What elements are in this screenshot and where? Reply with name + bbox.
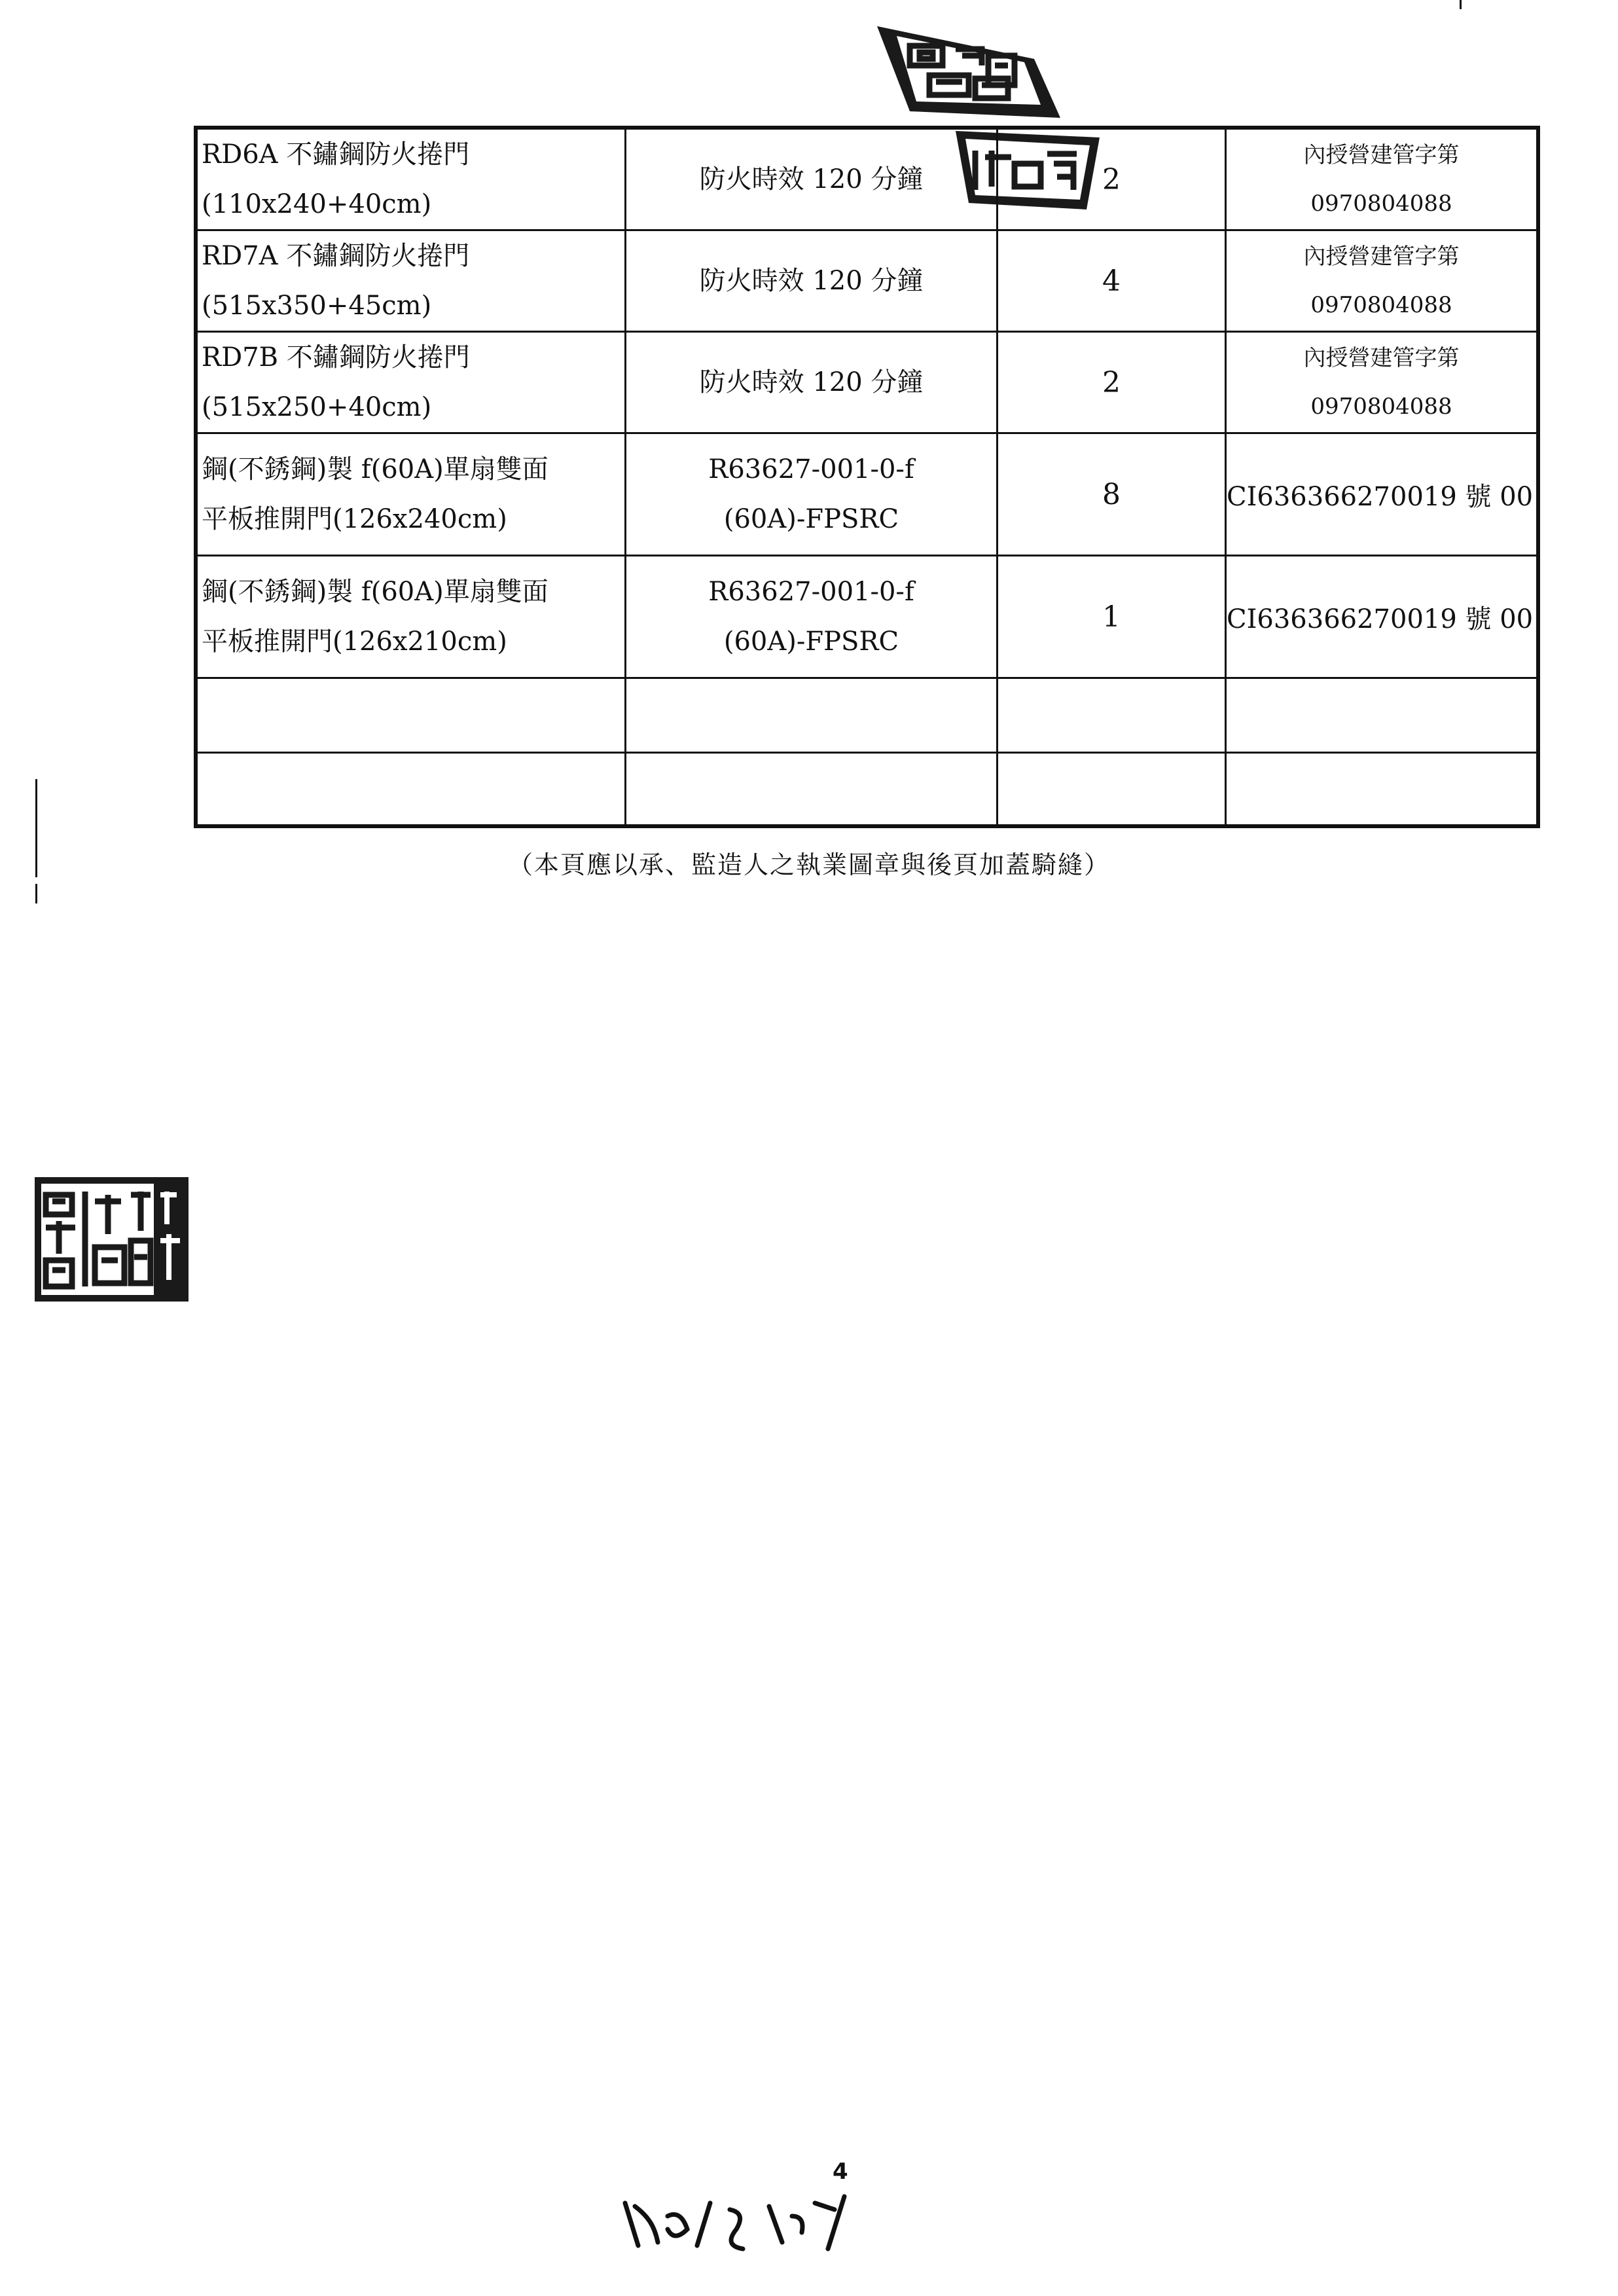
page-number: 4 [833, 2159, 848, 2185]
table-row [196, 332, 1538, 433]
scan-edge-mark [35, 779, 37, 877]
empty-cell [626, 678, 998, 753]
cell-test-result: 防火時效 120 分鐘 [626, 230, 998, 332]
cell-certificate: 內授營建管字第 0970804088 [1226, 128, 1539, 230]
cell-quantity: 8 [998, 433, 1226, 556]
table-row [196, 230, 1538, 332]
scan-edge-mark [1460, 0, 1462, 9]
empty-cell [998, 753, 1226, 826]
cell-certificate: CI636366270019 號 00 [1226, 433, 1539, 556]
cell-item-name: 鋼(不銹鋼)製 f(60A)單扇雙面 平板推開門(126x210cm) [196, 556, 626, 678]
signature-icon [619, 2190, 854, 2255]
cell-test-result: R63627-001-0-f (60A)-FPSRC [626, 556, 998, 678]
table-row [196, 556, 1538, 678]
cell-item-name: 鋼(不銹鋼)製 f(60A)單扇雙面 平板推開門(126x240cm) [196, 433, 626, 556]
empty-cell [1226, 678, 1539, 753]
empty-cell [196, 678, 626, 753]
empty-cell [1226, 753, 1539, 826]
cell-item-name: RD6A 不鏽鋼防火捲門 (110x240+40cm) [196, 128, 626, 230]
cell-certificate: 內授營建管字第 0970804088 [1226, 230, 1539, 332]
cell-certificate: CI636366270019 號 00 [1226, 556, 1539, 678]
empty-cell [196, 753, 626, 826]
cell-quantity: 2 [998, 332, 1226, 433]
stamp-seal-icon [871, 20, 1060, 118]
empty-cell [998, 678, 1226, 753]
cell-test-result: 防火時效 120 分鐘 [626, 332, 998, 433]
cell-item-name: RD7B 不鏽鋼防火捲門 (515x250+40cm) [196, 332, 626, 433]
footnote: （本頁應以承、監造人之執業圖章與後頁加蓋騎縫） [507, 850, 1110, 879]
cell-test-result: R63627-001-0-f (60A)-FPSRC [626, 433, 998, 556]
cell-item-name: RD7A 不鏽鋼防火捲門 (515x350+45cm) [196, 230, 626, 332]
architect-seal-icon [33, 1175, 190, 1303]
empty-cell [626, 753, 998, 826]
table-row [196, 128, 1538, 230]
cell-certificate: 內授營建管字第 0970804088 [1226, 332, 1539, 433]
table-row [196, 433, 1538, 556]
cell-quantity: 2 [998, 128, 1226, 230]
cell-quantity: 1 [998, 556, 1226, 678]
scan-edge-mark [35, 884, 37, 903]
table-row-empty [196, 753, 1538, 826]
table-row-empty [196, 678, 1538, 753]
cell-quantity: 4 [998, 230, 1226, 332]
spec-table [194, 126, 1540, 828]
cell-test-result: 防火時效 120 分鐘 [626, 128, 998, 230]
